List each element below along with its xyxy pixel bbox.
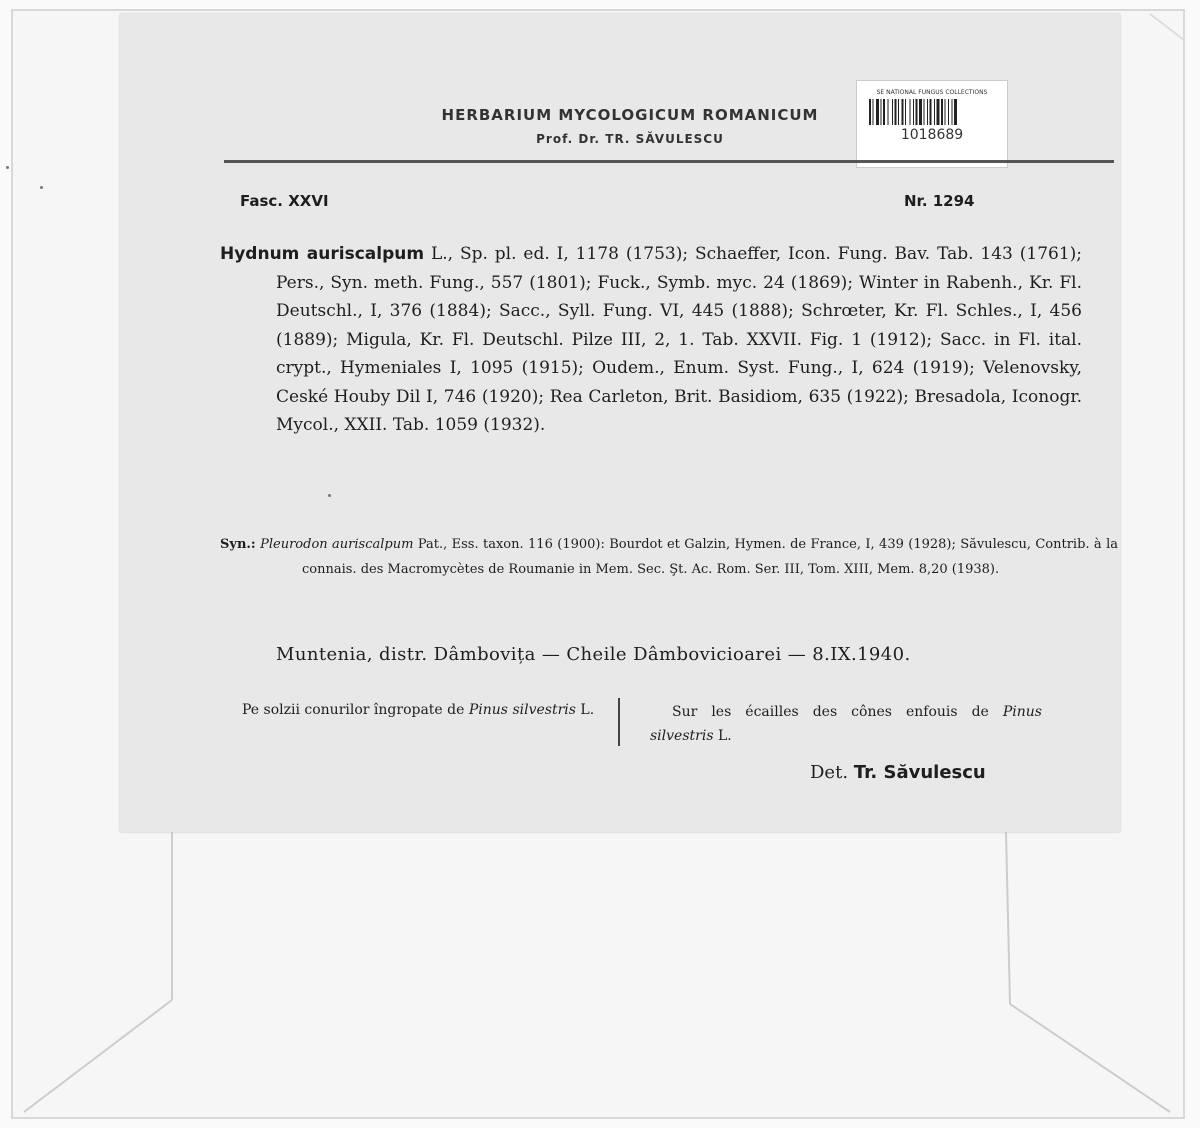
synonym-text: Pat., Ess. taxon. 116 (1900): Bourdot et Galzin, Hymen. de France, I, 439 (1928); Săvulescu, Contrib. à la connais. des Macromycètes de Roumanie in Mem. Sec. Şt. Ac. Rom. Ser. III, Tom. XIII, Mem. 8,20 (1938).	[302, 537, 1118, 577]
substrate-ro-host: Pinus silvestris	[468, 702, 576, 718]
exsiccata-number: Nr. 1294	[904, 192, 975, 210]
substrate-ro-author: L.	[580, 702, 595, 718]
header-rule	[224, 160, 1114, 163]
determiner-name: Tr. Săvulescu	[853, 762, 986, 783]
speck	[328, 494, 331, 497]
barcode-icon	[867, 99, 997, 125]
barcode-caption: SE NATIONAL FUNGUS COLLECTIONS	[876, 89, 988, 96]
species-references	[220, 240, 1082, 440]
label-header	[390, 106, 870, 146]
reference-text: L., Sp. pl. ed. I, 1178 (1753); Schaeffer, Icon. Fung. Bav. Tab. 143 (1761); Pers., Syn. meth. Fung., 557 (1801); Fuck., Symb. myc. 24 (1869); Winter in Rabenh., Kr. Fl. Deutschl., I, 376 (1884); Sacc., Syll. Fung. VI, 445 (1888); Schrœter, Kr. Fl. Schles., I, 456 (1889); Migula, Kr. Fl. Deutschl. Pilze III, 2, 1. Tab. XXVII. Fig. 1 (1912); Sacc. in Fl. ital. crypt., Hymeniales I, 1095 (1915); Oudem., Enum. Syst. Fung., I, 624 (1919); Velenovsky, Ceské Houby Dil I, 746 (1920); Rea Carleton, Brit. Basidiom, 635 (1922); Bresadola, Iconogr. Mycol., XXII. Tab. 1059 (1932).	[276, 244, 1082, 435]
herbarium-subtitle: Prof. Dr. TR. SĂVULESCU	[536, 132, 724, 146]
determiner-prefix: Det.	[810, 762, 849, 783]
substrate-romanian	[220, 698, 596, 722]
synonym-name: Pleurodon auriscalpum	[260, 537, 414, 552]
collection-locality: Muntenia, distr. Dâmbovița — Cheile Dâmbovicioarei — 8.IX.1940.	[276, 644, 911, 665]
substrate-fr-text: Sur les écailles des cônes enfouis de	[672, 704, 989, 720]
barcode-label	[856, 80, 1008, 168]
determiner	[810, 762, 986, 783]
synonym-block	[220, 532, 1118, 582]
substrate-french	[650, 700, 1042, 748]
herbarium-title: HERBARIUM MYCOLOGICUM ROMANICUM	[441, 106, 819, 124]
barcode-number: 1018689	[900, 127, 964, 143]
substrate-fr-author: L.	[717, 728, 732, 744]
specimen-label	[120, 14, 1120, 832]
column-divider	[618, 698, 620, 746]
species-name: Hydnum auriscalpum	[220, 244, 425, 264]
substrate-ro-text: Pe solzii conurilor îngropate de	[242, 702, 465, 718]
synonym-label: Syn.:	[220, 537, 256, 552]
substrate-fr-host: Pinus silvestris	[650, 704, 1042, 744]
fascicle-number: Fasc. XXVI	[240, 192, 329, 210]
speck	[40, 186, 43, 189]
speck	[6, 166, 9, 169]
